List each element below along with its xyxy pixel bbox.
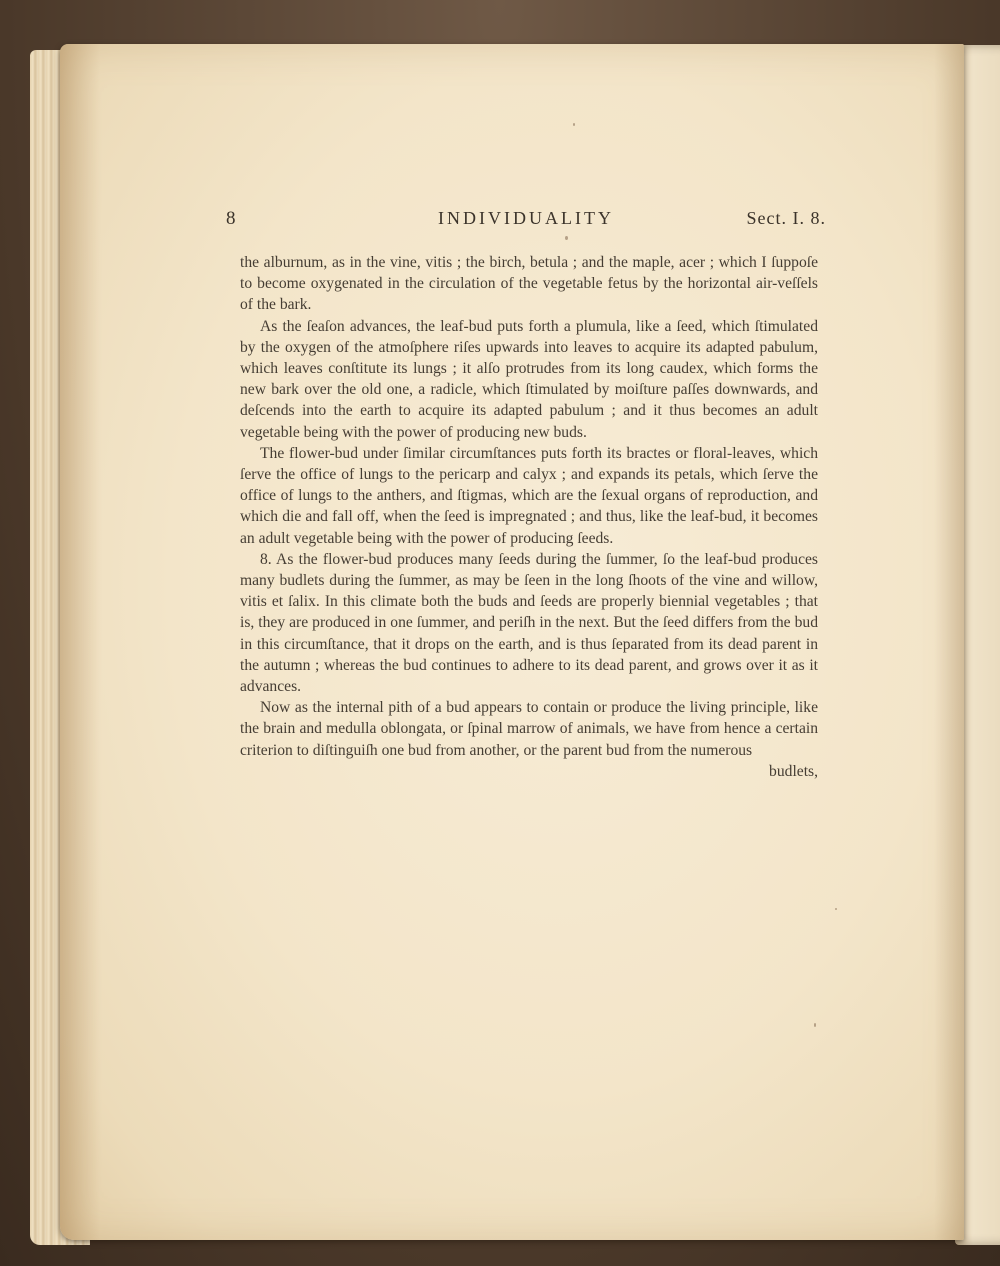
running-title: INDIVIDUALITY: [438, 208, 614, 228]
catchword: budlets,: [769, 762, 818, 780]
paper-speck: [814, 1023, 816, 1027]
paper-speck: [565, 236, 568, 240]
paper-speck: [573, 123, 575, 126]
page-body: [240, 252, 818, 782]
paragraph: As the ſeaſon advances, the leaf-bud puts forth a plumula, like a ſeed, which ſtimulated by the oxygen of the atmoſphere riſes upwards into leaves to acquire its adapted pabulum, which leaves conſtitute its lungs ; it alſo protrudes from its long caudex, which forms the new bark over the old one, a radicle, which ſtimulated by moiſture paſſes downwards, and deſcends into the earth to acquire its adapted pabulum ; and it thus becomes an adult vegetable being with the power of producing new buds.: [240, 317, 818, 441]
paragraph: the alburnum, as in the vine, vitis ; the birch, betula ; and the maple, acer ; which I ſuppoſe to become oxygenated in the circulation of the vegetable fetus by the horizontal air-veſſels of the bark.: [240, 254, 818, 314]
page-number: 8: [226, 208, 236, 229]
paragraph: Now as the internal pith of a bud appears to contain or produce the living principle, like the brain and medulla oblongata, or ſpinal marrow of animals, we have from hence a certain criterion to diſtinguiſh one bud from another, or the parent bud from the numerous: [240, 699, 818, 759]
page-fold-shadow: [60, 44, 100, 1240]
paragraph: 8. As the flower-bud produces many ſeeds during the ſummer, ſo the leaf-bud produces many budlets during the ſummer, as may be ſeen in the long ſhoots of the vine and willow, vitis et ſalix. In this climate both the buds and ſeeds are properly biennial vegetables ; that is, they are produced in one ſummer, and periſh in the next. But the ſeed differs from the bud in this circumſtance, that it drops on the earth, and is thus ſeparated from its dead parent in the autumn ; whereas the bud continues to adhere to its dead parent, and grows over it as it advances.: [240, 550, 818, 696]
paper-speck: [835, 908, 837, 910]
paragraph: The flower-bud under ſimilar circumſtances puts forth its bractes or floral-leaves, which ſerve the office of lungs to the pericarp and calyx ; and expands its petals, which ſerve the office of lungs to the anthers, and ſtigmas, which are the ſexual organs of reproduction, and which die and fall off, when the ſeed is impregnated ; and thus, like the leaf-bud, it becomes an adult vegetable being with the power of producing ſeeds.: [240, 444, 818, 547]
section-reference: Sect. I. 8.: [746, 208, 826, 228]
gutter-shadow: [934, 44, 964, 1240]
running-header: [226, 208, 826, 238]
